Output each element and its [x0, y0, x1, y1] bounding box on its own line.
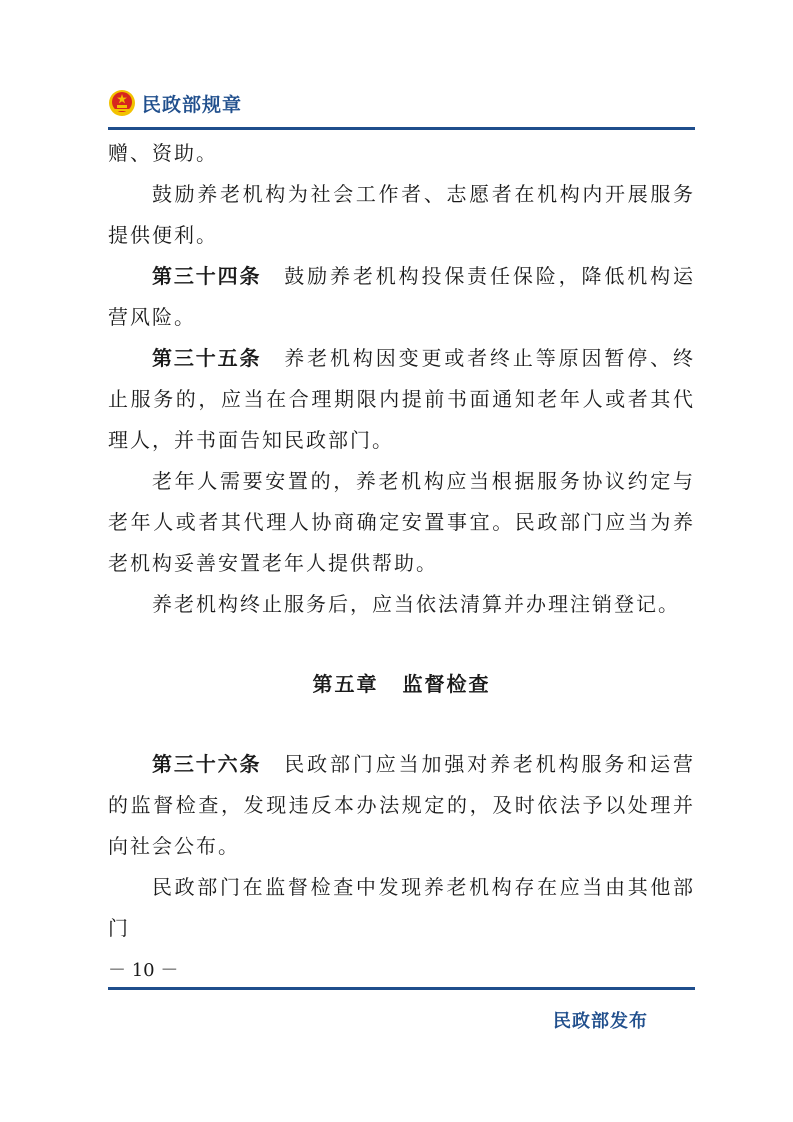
paragraph: [108, 461, 695, 584]
paragraph-text: 老年人需要安置的，养老机构应当根据服务协议约定与老年人或者其代理人协商确定安置事宜。民政部门应当为养老机构妥善安置老年人提供帮助。: [108, 469, 695, 575]
footer-publisher: 民政部发布: [553, 1011, 648, 1032]
article-number: 第三十五条: [152, 346, 262, 370]
national-emblem-icon: [108, 89, 136, 117]
paragraph-text: 赠、资助。: [108, 141, 218, 165]
paragraph: [108, 174, 695, 256]
article-number: 第三十四条: [152, 264, 262, 288]
paragraph-text: 民政部门在监督检查中发现养老机构存在应当由其他部门: [108, 875, 695, 940]
paragraph: [108, 867, 695, 949]
page-number: － 10 －: [108, 960, 179, 981]
page-header: [108, 86, 242, 120]
paragraph: [108, 338, 695, 461]
paragraph-text: 民政部门应当加强对养老机构服务和运营的监督检查，发现违反本办法规定的，及时依法予以处理并向社会公布。: [108, 752, 696, 858]
document-body: [108, 133, 695, 949]
header-rule: [108, 127, 695, 130]
chapter-number: 第五章: [312, 672, 379, 696]
paragraph-text: 养老机构终止服务后，应当依法清算并办理注销登记。: [152, 592, 680, 616]
paragraph: [108, 584, 695, 625]
paragraph-text: 养老机构因变更或者终止等原因暂停、终止服务的，应当在合理期限内提前书面通知老年人或者其代理人，并书面告知民政部门。: [108, 346, 696, 452]
paragraph-text: 鼓励养老机构投保责任保险，降低机构运营风险。: [108, 264, 696, 329]
paragraph-group-after-chapter: [108, 744, 695, 949]
paragraph-text: 鼓励养老机构为社会工作者、志愿者在机构内开展服务提供便利。: [108, 182, 695, 247]
paragraph: [108, 256, 695, 338]
paragraph: [108, 133, 695, 174]
chapter-heading: [108, 664, 695, 704]
paragraph: [108, 744, 695, 867]
header-title: 民政部规章: [142, 93, 243, 116]
article-number: 第三十六条: [152, 752, 262, 776]
paragraph-group-before-chapter: [108, 133, 695, 625]
chapter-title: 监督检查: [402, 672, 491, 696]
footer-rule: [108, 987, 695, 990]
